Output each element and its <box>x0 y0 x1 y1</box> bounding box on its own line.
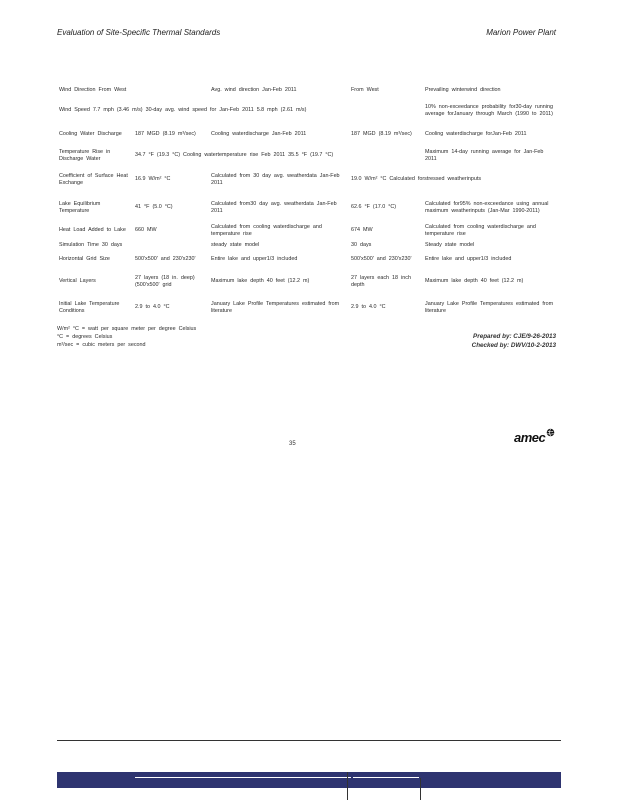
value-stressed-cell: 2.9 to 4.0 °C <box>351 304 386 311</box>
param-name-cell: Wind Direction From West <box>59 87 127 94</box>
value-stressed-cell: 500'x500' and 230'x230' <box>351 256 412 263</box>
logo-globe-icon <box>546 425 555 440</box>
param-name-cell: Temperature Rise in Discharge Water <box>59 148 111 162</box>
signoff-block <box>472 333 556 350</box>
value-stressed-cell: 27 layers each 18 inch depth <box>351 274 411 288</box>
footer-divider <box>420 778 421 800</box>
value-stressed-cell: 674 MW <box>351 227 373 234</box>
value-stressed-cell: 187 MGD (8.19 m³/sec) <box>351 131 412 138</box>
page-number: 35 <box>289 441 296 447</box>
param-name-cell: Lake Equilibrium Temperature <box>59 200 101 214</box>
amec-logo <box>514 430 555 445</box>
table-row <box>57 98 557 124</box>
basis-2011-cell: Calculated from cooling waterdischarge and temperature rise <box>211 223 322 237</box>
table-row <box>57 295 557 321</box>
footer-bar-line <box>135 777 351 778</box>
basis-2011-cell: Calculated from30 day avg. weatherdata Jan-Feb 2011 <box>211 200 337 214</box>
value-2011-cell: 500'x500' and 230'x230' <box>135 256 196 263</box>
prepared-by: Prepared by: CJE/9-26-2013 <box>473 333 556 340</box>
table-row <box>57 124 557 146</box>
project-name: Marion Power Plant <box>486 28 556 37</box>
value-2011-cell: 41 °F (5.0 °C) <box>135 204 173 211</box>
table-row <box>57 240 557 251</box>
value-2011-cell: 660 MW <box>135 227 157 234</box>
basis-2011-cell: Calculated from 30 day avg. weatherdata Jan-Feb 2011 <box>211 172 340 186</box>
basis-stressed-cell: Maximum lake depth 40 feet (12.2 m) <box>425 278 524 285</box>
value-stressed-cell: 19.0 W/m² °C Calculated forstressed weatherinputs <box>351 176 482 183</box>
footer-divider <box>347 772 348 800</box>
footer-bar-line <box>353 777 419 778</box>
param-name-cell: Coefficient of Surface Heat Exchange <box>59 172 128 186</box>
table-row <box>57 251 557 269</box>
table-row <box>57 146 557 166</box>
basis-stressed-cell: Maximum 14-day running average for Jan-Feb 2011 <box>425 148 544 162</box>
basis-2011-cell: Entire lake and upper1/3 included <box>211 256 298 263</box>
value-2011-cell <box>133 84 209 98</box>
param-name-cell: Vertical Layers <box>59 278 96 285</box>
logo-text: amec <box>514 430 546 445</box>
note-line: W/m² °C = watt per square meter per degree Celsius <box>57 326 197 332</box>
basis-2011-cell: Cooling waterdischarge Jan-Feb 2011 <box>211 131 307 138</box>
param-name-cell: Cooling Water Discharge <box>59 131 122 138</box>
note-line: °C = degrees Celsius <box>57 333 113 340</box>
footer-rule <box>57 740 561 741</box>
basis-2011-cell: Maximum lake depth 40 feet (12.2 m) <box>211 278 310 285</box>
param-name-cell: Initial Lake Temperature Conditions <box>59 300 120 314</box>
basis-stressed-cell: January Lake Profile Temperatures estimated from literature <box>425 300 554 314</box>
basis-2011-cell: Avg. wind direction Jan-Feb 2011 <box>211 87 297 94</box>
basis-stressed-cell: Steady state model <box>425 241 475 248</box>
value-2011-cell: 2.9 to 4.0 °C <box>135 304 170 311</box>
basis-stressed-cell: Calculated from cooling waterdischarge and temperature rise <box>425 223 536 237</box>
basis-stressed-cell: Cooling waterdischarge forJan-Feb 2011 <box>425 131 527 138</box>
value-2011-cell: 27 layers (18 in. deep) (500'x500' grid <box>135 274 195 288</box>
footer-bar <box>57 772 561 788</box>
value-2011-cell: 187 MGD (8.19 m³/sec) <box>135 131 196 138</box>
table-row <box>57 166 557 194</box>
value-stressed-cell: 62.6 °F (17.0 °C) <box>351 204 397 211</box>
value-stressed-cell: From West <box>351 87 379 94</box>
table-row <box>57 194 557 222</box>
basis-2011-cell: steady state model <box>211 241 260 248</box>
parameter-table <box>57 84 557 321</box>
checked-by: Checked by: DWV/10-2-2013 <box>471 341 556 349</box>
param-name-cell: Wind Speed 7.7 mph (3.46 m/s) 30-day avg. wind speed for Jan-Feb 2011 5.8 mph (2.61 m/s) <box>59 107 307 114</box>
document-title: Evaluation of Site-Specific Thermal Standards <box>57 28 221 37</box>
basis-stressed-cell: Entire lake and upper1/3 included <box>425 256 512 263</box>
param-name-cell: Horizontal Grid Size <box>59 256 110 263</box>
value-2011-cell: 16.9 W/m² °C <box>135 176 171 183</box>
table-row <box>57 222 557 240</box>
basis-2011-cell: January Lake Profile Temperatures estimated from literature <box>211 300 340 314</box>
table-row <box>57 269 557 295</box>
unit-notes <box>57 326 196 349</box>
basis-stressed-cell: Calculated for95% non-exceedance using annual maximum weatherinputs (Jan-Mar 1990-2011) <box>425 200 549 214</box>
basis-stressed-cell: 10% non-exceedance probability for30-day running average forJanuary through March (1990 to 2011) <box>425 103 553 117</box>
table-row <box>57 84 557 98</box>
param-name-cell: Heat Load Added to Lake <box>59 227 126 234</box>
basis-stressed-cell: Prevailing winterwind direction <box>425 87 501 94</box>
value-stressed-cell: 30 days <box>351 241 372 248</box>
note-line: m³/sec = cubic meters per second <box>57 341 146 348</box>
value-2011-cell: 34.7 °F (19.3 °C) Cooling watertemperature rise Feb 2011 35.5 °F (19.7 °C) <box>135 152 334 159</box>
param-name-cell: Simulation Time 30 days <box>59 241 123 248</box>
